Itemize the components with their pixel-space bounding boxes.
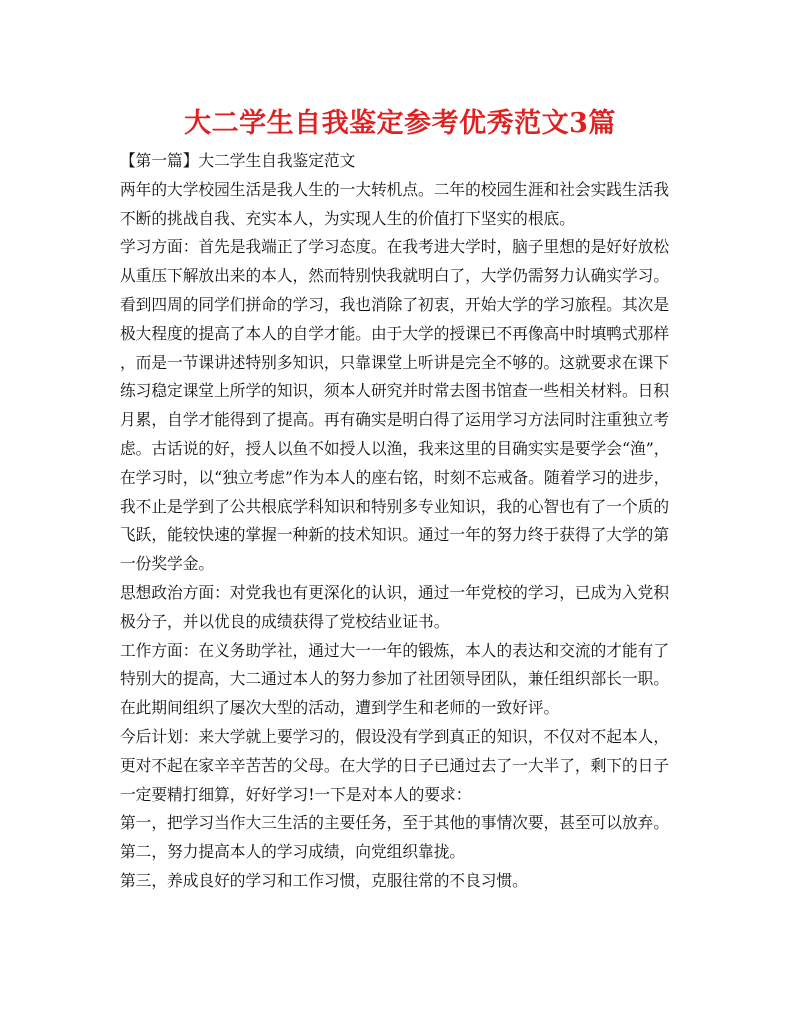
document-line: 我不止是学到了公共根底学科知识和特别多专业知识，我的心智也有了一个质的 — [120, 496, 670, 516]
document-content — [120, 105, 680, 896]
document-line: 特别大的提高，大二通过本人的努力参加了社团领导团队，兼任组织部长一职。 — [120, 669, 670, 689]
document-line: 从重压下解放出来的本人，然而特别快我就明白了，大学仍需努力认确实学习。 — [120, 266, 670, 286]
document-line: 一份奖学金。 — [120, 554, 215, 574]
document-title: 大二学生自我鉴定参考优秀范文3篇 — [184, 108, 616, 139]
document-line: 工作方面：在义务助学社，通过大一一年的锻炼，本人的表达和交流的才能有了 — [120, 640, 670, 660]
document-line: 【第一篇】大二学生自我鉴定范文 — [120, 151, 356, 170]
document-line: 练习稳定课堂上所学的知识，须本人研究并时常去图书馆查一些相关材料。日积 — [120, 381, 670, 401]
document-line: 月累，自学才能得到了提高。再有确实是明白得了运用学习方法同时注重独立考 — [120, 410, 670, 430]
document-line: 第三，养成良好的学习和工作习惯，克服往常的不良习惯。 — [120, 870, 528, 890]
document-line: 极大程度的提高了本人的自学才能。由于大学的授课已不再像高中时填鸭式那样 — [120, 323, 670, 343]
document-line: 思想政治方面：对党我也有更深化的认识，通过一年党校的学习，已成为入党积 — [120, 582, 670, 602]
document-line: 在此期间组织了屡次大型的活动，遭到学生和老师的一致好评。 — [120, 698, 560, 718]
document-line: 两年的大学校园生活是我人生的一大转机点。二年的校园生涯和社会实践生活我 — [120, 179, 670, 199]
document-line: 极分子，并以优良的成绩获得了党校结业证书。 — [120, 611, 450, 631]
document-line: 第二，努力提高本人的学习成绩，向党组织靠拢。 — [120, 842, 466, 862]
document-line: 在学习时，以“独立考虑”作为本人的座右铭，时刻不忘戒备。随着学习的进步， — [120, 467, 670, 487]
document-line: 飞跃，能较快速的掌握一种新的技术知识。通过一年的努力终于获得了大学的第 — [120, 525, 670, 545]
document-line: 今后计划：来大学就上要学习的，假设没有学到真正的知识，不仅对不起本人， — [120, 726, 670, 746]
document-line: 第一，把学习当作大三生活的主要任务，至于其他的事情次要，甚至可以放弃。 — [120, 813, 670, 833]
document-line: 学习方面：首先是我端正了学习态度。在我考进大学时，脑子里想的是好好放松 — [120, 237, 670, 257]
document-line: 看到四周的同学们拼命的学习，我也消除了初衷，开始大学的学习旅程。其次是 — [120, 294, 670, 314]
document-line: 不断的挑战自我、充实本人，为实现人生的价值打下坚实的根底。 — [120, 208, 575, 228]
document-line: 虑。古话说的好，授人以鱼不如授人以渔，我来这里的目确实实是要学会“渔”， — [120, 438, 670, 458]
document-line: 更对不起在家辛辛苦苦的父母。在大学的日子已通过去了一大半了，剩下的日子 — [120, 755, 670, 775]
document-body — [120, 147, 680, 896]
document-line: ，而是一节课讲述特别多知识，只靠课堂上听讲是完全不够的。这就要求在课下 — [120, 352, 670, 372]
document-line: 一定要精打细算，好好学习!一下是对本人的要求： — [120, 784, 472, 804]
